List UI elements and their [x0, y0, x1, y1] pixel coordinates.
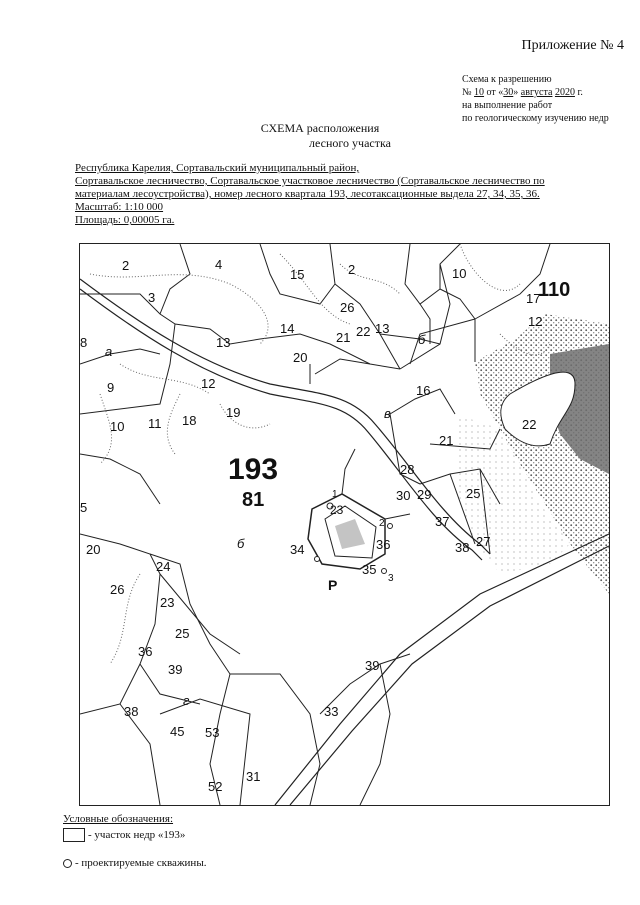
legend-item-boreholes [63, 856, 206, 870]
map-label: 5 [80, 500, 88, 515]
plot-shading [335, 519, 365, 549]
map-label: 23 [330, 503, 344, 517]
address-line3: материалам лесоустройства), номер лесного квартала 193, лесотаксационные выдела 27, 34, 35, 36. [75, 188, 540, 200]
map-label: в [384, 406, 391, 421]
map-label: 2 [348, 262, 356, 277]
map-label: 30 [396, 488, 411, 503]
map-label: 52 [208, 779, 223, 794]
ref-year-suffix: г. [577, 87, 583, 98]
forest-map [79, 243, 610, 806]
map-label: 45 [170, 724, 185, 739]
map-label: 25 [175, 626, 190, 641]
address-line2: Сортавальское лесничество, Сортавальское участковое лесничество (Сортавальское лесничество по [75, 175, 545, 187]
map-label: г [183, 693, 190, 708]
legend-item-boreholes-label: - проектируемые скважины. [75, 857, 207, 869]
map-label: 18 [182, 413, 197, 428]
map-label: 27 [476, 534, 491, 549]
map-label: б [418, 332, 426, 347]
ref-line1: Схема к разрешению [462, 74, 552, 85]
annex-label: Приложение № 4 [521, 38, 624, 53]
map-label: 17 [526, 291, 541, 306]
map-label: 28 [400, 462, 415, 477]
map-label: 38 [124, 704, 139, 719]
quarter-number: 193 [228, 453, 279, 486]
map-label: 26 [110, 582, 125, 597]
map-label: 39 [168, 662, 183, 677]
point-label: Р [328, 577, 338, 593]
map-label: 35 [362, 562, 377, 577]
permit-reference [462, 73, 637, 125]
address-line1: Республика Карелия, Сортавальский муниципальный район, [75, 162, 360, 174]
map-label: 33 [324, 704, 339, 719]
quarter-area: 81 [242, 489, 265, 511]
ref-day: 30 [503, 87, 514, 98]
scale-label: Масштаб: 1:10 000 [75, 201, 164, 213]
map-label: 21 [336, 330, 351, 345]
map-label: 25 [466, 486, 481, 501]
map-label: 10 [452, 266, 467, 281]
map-label: 12 [528, 314, 543, 329]
map-label: 15 [290, 267, 305, 282]
map-label: 4 [215, 257, 223, 272]
ref-line4: по геологическому изучению недр [462, 113, 609, 124]
ref-month-sep: » [513, 87, 521, 98]
legend-item-plot [63, 828, 206, 842]
ref-year: 2020 [554, 87, 575, 98]
map-label: 13 [216, 335, 231, 350]
map-label: 12 [201, 376, 216, 391]
map-label: 19 [226, 405, 241, 420]
map-label: 34 [290, 542, 305, 557]
square-icon [63, 828, 85, 842]
map-label: 36 [376, 537, 391, 552]
address-block [75, 162, 595, 227]
map-label: 37 [435, 514, 450, 529]
circle-icon [63, 859, 72, 868]
map-label: 8 [80, 335, 88, 350]
map-label: 3 [148, 290, 156, 305]
borehole-marker-3 [315, 557, 320, 562]
legend-item-plot-label: - участок недр «193» [88, 829, 186, 841]
legend-title: Условные обозначения: [63, 813, 174, 825]
map-label: 29 [417, 487, 432, 502]
map-label: 26 [340, 300, 355, 315]
ref-month: августа [520, 87, 553, 98]
title-line2: лесного участка [309, 136, 391, 150]
ref-no: 10 [474, 87, 485, 98]
map-label: 1 [332, 489, 338, 500]
map-label: 9 [107, 380, 115, 395]
scheme-title [0, 121, 640, 151]
map-label: 20 [86, 542, 101, 557]
map-label: 14 [280, 321, 295, 336]
map-label: 36 [138, 644, 153, 659]
legend [63, 812, 206, 870]
ref-line3: на выполнение работ [462, 100, 553, 111]
title-line1: СХЕМА расположения [260, 121, 380, 135]
map-label: 16 [416, 383, 431, 398]
ref-no-prefix: № [462, 87, 472, 98]
map-canvas [80, 244, 609, 805]
map-label: а [105, 344, 113, 359]
map-label: 24 [156, 559, 171, 574]
map-label: 10 [110, 419, 125, 434]
map-label: 39 [365, 658, 380, 673]
map-label: 38 [455, 540, 470, 555]
map-label: 2 [122, 258, 130, 273]
ref-from: от « [486, 87, 504, 98]
corner-quarter-number: 110 [538, 279, 571, 301]
map-label: 53 [205, 725, 220, 740]
map-label: 2 [379, 518, 385, 529]
map-label: 20 [293, 350, 308, 365]
area-label: Площадь: 0,00005 га. [75, 214, 175, 226]
borehole-marker-4 [382, 569, 387, 574]
map-label: 3 [388, 573, 394, 584]
map-label: 21 [439, 433, 454, 448]
map-label: 11 [148, 416, 162, 431]
map-label: 31 [246, 769, 261, 784]
map-label: б [237, 536, 245, 551]
borehole-marker-2 [388, 524, 393, 529]
road-bottom-edge [290, 546, 609, 805]
map-label: 22 [356, 324, 371, 339]
ref-line2 [462, 86, 637, 99]
map-label: 23 [160, 595, 175, 610]
map-label: 13 [375, 321, 390, 336]
road-bottom [275, 534, 609, 805]
map-label: 22 [522, 417, 537, 432]
